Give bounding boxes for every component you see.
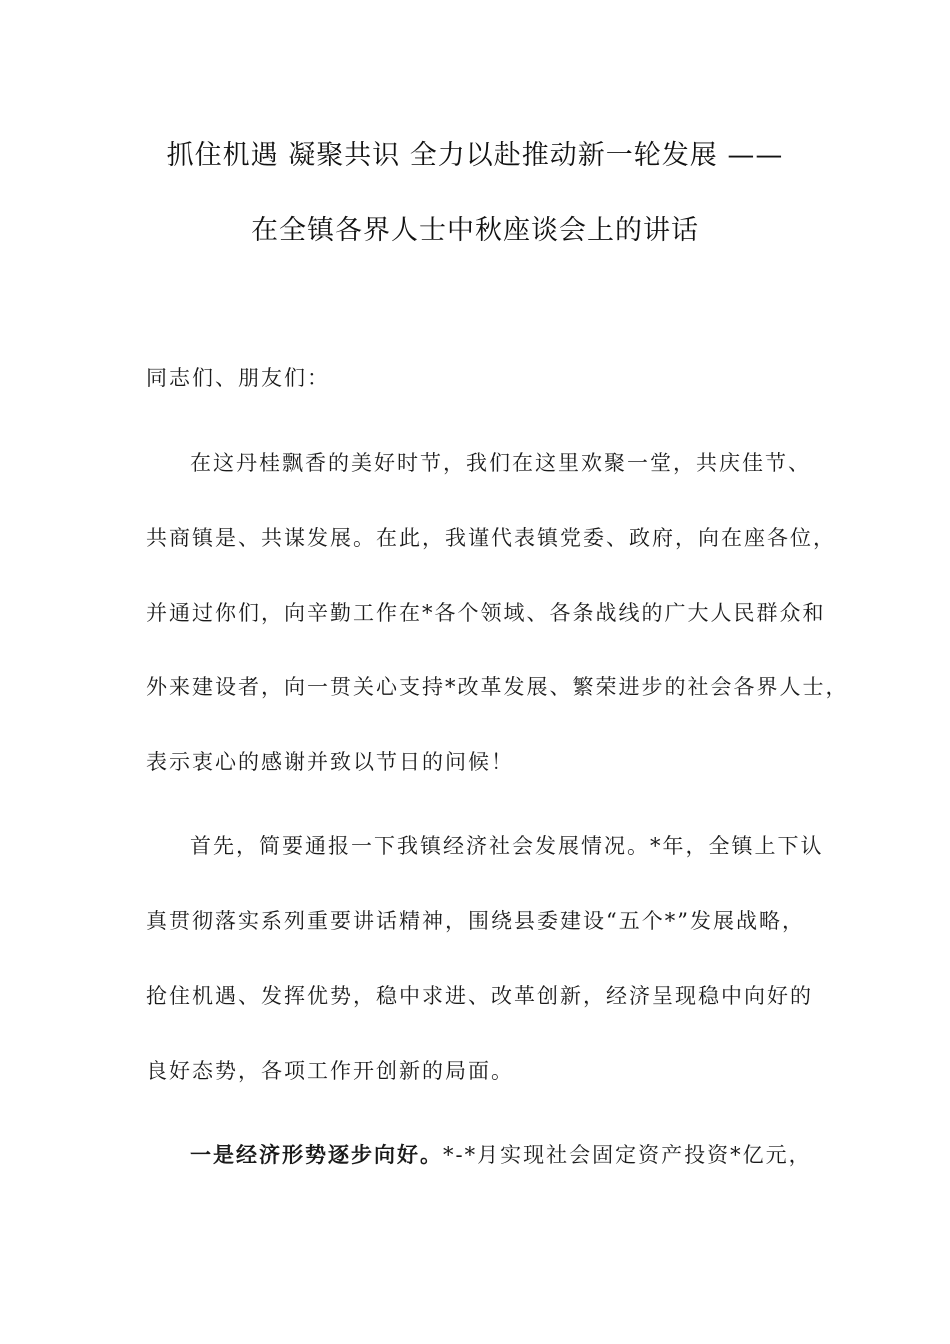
paragraph-2-line-2: 真贯彻落实系列重要讲话精神，围绕县委建设“五个*”发展战略， bbox=[146, 909, 805, 933]
paragraph-2-line-4: 良好态势，各项工作开创新的局面。 bbox=[146, 1059, 514, 1083]
paragraph-1-line-4: 外来建设者，向一贯关心支持*改革发展、繁荣进步的社会各界人士， bbox=[146, 675, 849, 699]
paragraph-2-line-3: 抢住机遇、发挥优势，稳中求进、改革创新，经济呈现稳中向好的 bbox=[146, 984, 813, 1008]
paragraph-3-text: *-*月实现社会固定资产投资*亿元， bbox=[443, 1143, 812, 1167]
paragraph-1-line-5: 表示衷心的感谢并致以节日的问候！ bbox=[146, 750, 514, 774]
paragraph-2-line-1: 首先，简要通报一下我镇经济社会发展情况。*年，全镇上下认 bbox=[190, 834, 824, 858]
paragraph-3-line-1 bbox=[190, 1139, 812, 1169]
paragraph-1-line-1: 在这丹桂飘香的美好时节，我们在这里欢聚一堂，共庆佳节、 bbox=[190, 451, 811, 475]
document-title-line-2: 在全镇各界人士中秋座谈会上的讲话 bbox=[251, 215, 699, 246]
paragraph-1-line-2: 共商镇是、共谋发展。在此，我谨代表镇党委、政府，向在座各位， bbox=[146, 526, 836, 550]
paragraph-1-line-3: 并通过你们，向辛勤工作在*各个领域、各条战线的广大人民群众和 bbox=[146, 601, 826, 625]
paragraph-3-bold-lead: 一是经济形势逐步向好。 bbox=[190, 1142, 443, 1167]
document-title-line-1: 抓住机遇 凝聚共识 全力以赴推动新一轮发展 —— bbox=[166, 140, 784, 171]
salutation: 同志们、朋友们： bbox=[146, 366, 330, 390]
